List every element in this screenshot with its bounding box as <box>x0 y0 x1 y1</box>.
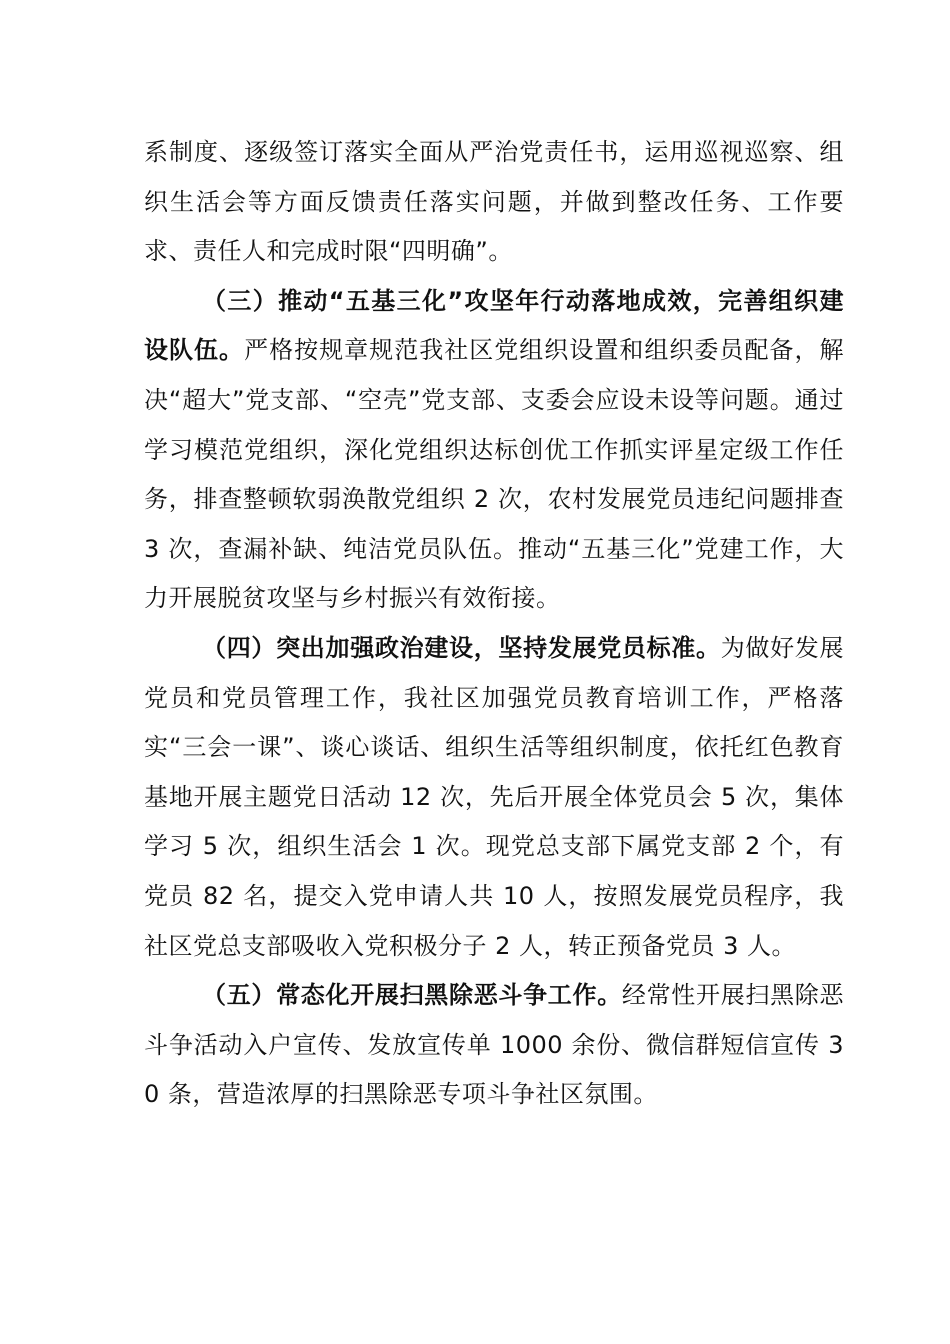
section-heading-5: （五）常态化开展扫黑除恶斗争工作。 <box>202 981 622 1010</box>
document-body <box>144 128 844 1120</box>
paragraph-section-3 <box>144 277 844 624</box>
paragraph-section-4 <box>144 624 844 971</box>
section-heading-3: （三）推动“五基三化”攻坚年行动落地成效，完善组织建设队伍。 <box>144 286 844 365</box>
paragraph-text: 为做好发展党员和党员管理工作，我社区加强党员教育培训工作，严格落实“三会一课”、谈心谈话、组织生活等组织制度，依托红色教育基地开展主题党日活动 12 次，先后开展全体党员会 5 次，集体学习 5 次，组织生活会 1 次。现党总支部下属党支部 2 个，有党员 82 名，提交入党申请人共 10 人，按照发展党员程序，我社区党总支部吸收入党积极分子 2 人，转正预备党员 3 人。 <box>144 633 845 960</box>
paragraph-text: 系制度、逐级签订落实全面从严治党责任书，运用巡视巡察、组织生活会等方面反馈责任落实问题，并做到整改任务、工作要求、责任人和完成时限“四明确”。 <box>144 138 844 266</box>
paragraph-section-5 <box>144 971 844 1120</box>
paragraph-continuation <box>144 128 844 277</box>
paragraph-text: 经常性开展扫黑除恶斗争活动入户宣传、发放宣传单 1000 余份、微信群短信宣传 30 条，营造浓厚的扫黑除恶专项斗争社区氛围。 <box>144 981 845 1109</box>
paragraph-text: 严格按规章规范我社区党组织设置和组织委员配备，解决“超大”党支部、“空壳”党支部、支委会应设未设等问题。通过学习模范党组织，深化党组织达标创优工作抓实评星定级工作任务，排查整顿软弱涣散党组织 2 次，农村发展党员违纪问题排查 3 次，查漏补缺、纯洁党员队伍。推动“五基三化”党建工作，大力开展脱贫攻坚与乡村振兴有效衔接。 <box>144 336 845 613</box>
section-heading-4: （四）突出加强政治建设，坚持发展党员标准。 <box>202 633 721 662</box>
